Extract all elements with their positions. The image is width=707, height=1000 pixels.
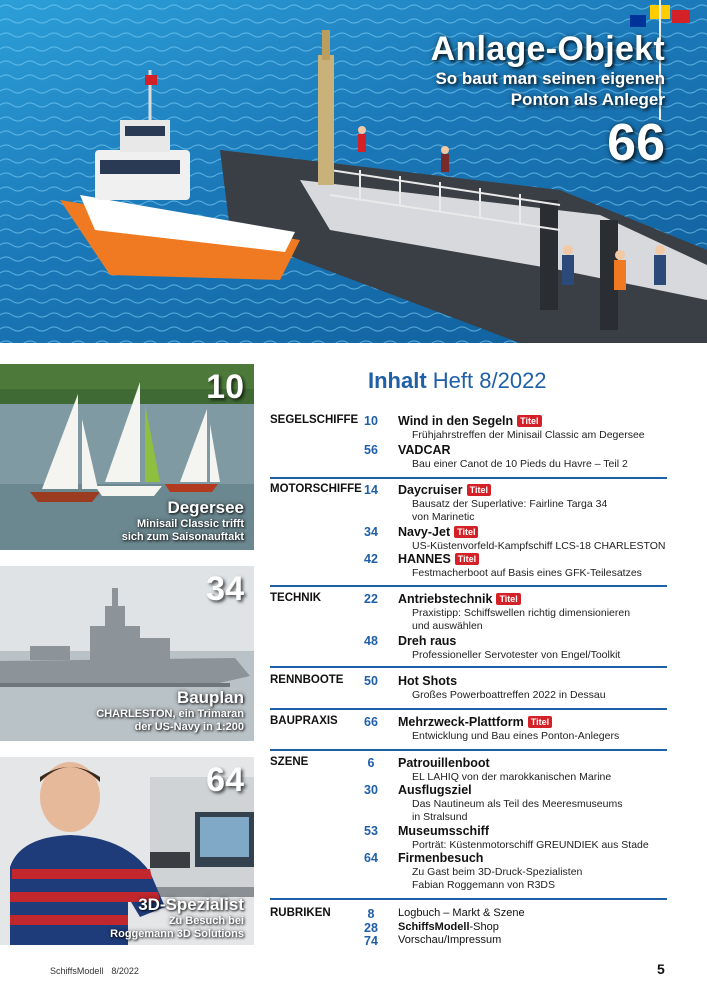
thumb-bauplan-page: 34 — [206, 570, 244, 608]
toc-title-text: Wind in den Segeln — [398, 414, 514, 428]
hero-title: Anlage-Objekt — [430, 30, 665, 68]
toc-page-number: 14 — [364, 483, 378, 497]
toc-entry-description: Frühjahrstreffen der Minisail Classic am Degersee — [412, 429, 645, 441]
thumb-3d-spezialist-line-1: Zu Besuch bei — [168, 915, 244, 927]
titel-badge: Titel — [454, 526, 478, 538]
section-name: MOTORSCHIFFE — [270, 483, 362, 495]
hero-caption — [431, 30, 665, 172]
thumb-3d-spezialist-caption — [110, 895, 244, 941]
toc-entry-description: Großes Powerboattreffen 2022 in Dessau — [412, 689, 606, 701]
section-szene — [270, 756, 667, 896]
toc-entry-description: Bau einer Canot de 10 Pieds du Havre – Teil 2 — [412, 458, 628, 470]
section-name: TECHNIK — [270, 592, 322, 604]
toc-page-number: 34 — [364, 525, 378, 539]
thumb-degersee-page: 10 — [206, 368, 244, 406]
thumb-bauplan-caption — [96, 688, 244, 734]
thumb-degersee[interactable] — [0, 364, 254, 550]
footer-issue: 8/2022 — [111, 966, 139, 976]
toc-entry-title: Hot Shots — [398, 674, 458, 688]
toc-page-number: 6 — [367, 756, 375, 770]
toc-page-number: 56 — [364, 443, 378, 457]
rubrik-text-rest: -Shop — [469, 920, 499, 933]
section-name: RENNBOOTE — [270, 674, 344, 686]
toc-entry-description: US-Küstenvorfeld-Kampfschiff LCS-18 CHARLESTON — [412, 540, 666, 552]
toc-entry-title — [398, 552, 479, 566]
toc-entry-title: Museumsschiff — [398, 824, 489, 838]
titel-badge: Titel — [455, 553, 479, 565]
footer-magazine-info — [50, 966, 147, 976]
thumb-bauplan-line-2: der US-Navy in 1:200 — [134, 721, 244, 733]
section-motorschiffe — [270, 483, 667, 583]
thumb-bauplan-line-1: CHARLESTON, ein Trimaran — [96, 708, 244, 720]
section-baupraxis — [270, 715, 667, 747]
toc-entry-description: Das Nautineum als Teil des Meeresmuseums — [412, 798, 623, 810]
rubrik-page-number: 74 — [364, 934, 378, 948]
thumb-degersee-line-1: Minisail Classic trifft — [137, 518, 244, 530]
section-divider — [270, 708, 667, 710]
titel-badge: Titel — [528, 716, 552, 728]
toc-title-text: HANNES — [398, 552, 451, 566]
toc-entry-description: Praxistipp: Schiffswellen richtig dimensionieren — [412, 607, 631, 619]
toc-entry-title: Dreh raus — [398, 634, 457, 648]
thumb-degersee-title: Degersee — [167, 498, 244, 517]
toc-entry-description: von Marinetic — [412, 511, 475, 523]
section-technik — [270, 592, 667, 664]
thumb-bauplan[interactable] — [0, 566, 254, 741]
toc-entry-description: EL LAHIQ von der marokkanischen Marine — [412, 771, 612, 783]
toc-entry-title — [398, 592, 521, 606]
toc-entry-description: in Stralsund — [412, 811, 468, 823]
toc-entry-description: Zu Gast beim 3D-Druck-Spezialisten — [412, 866, 583, 878]
rubrik-text — [398, 921, 499, 933]
toc-page-number: 48 — [364, 634, 378, 648]
toc-page-number: 30 — [364, 783, 378, 797]
toc-title-text: Mehrzweck-Plattform — [398, 715, 524, 729]
toc-entry-title — [398, 525, 478, 539]
thumb-3d-spezialist-title: 3D-Spezialist — [138, 895, 244, 914]
toc-entry-description: und auswählen — [412, 620, 483, 632]
toc-entry-description: Professioneller Servotester von Engel/Toolkit — [412, 649, 621, 661]
thumb-3d-spezialist-page: 64 — [206, 761, 244, 799]
section-name: SZENE — [270, 756, 309, 768]
toc-page-number: 53 — [364, 824, 378, 838]
section-divider — [270, 477, 667, 479]
rubrik-text: Logbuch – Markt & Szene — [398, 907, 525, 919]
contents-heading-issue: Heft 8/2022 — [432, 368, 547, 393]
toc-entry-description: Fabian Roggemann von R3DS — [412, 879, 556, 891]
toc-entry-title: Patrouillenboot — [398, 756, 490, 770]
footer-magazine-name: SchiffsModell — [50, 966, 104, 976]
toc-entry-description: Festmacherboot auf Basis eines GFK-Teilesatzes — [412, 567, 642, 579]
section-divider — [270, 585, 667, 587]
section-name: RUBRIKEN — [270, 907, 331, 919]
toc-page-number: 50 — [364, 674, 378, 688]
toc-entry-title: Firmenbesuch — [398, 851, 484, 865]
thumb-bauplan-title: Bauplan — [176, 688, 244, 707]
toc-title-text: Antriebstechnik — [398, 592, 493, 606]
thumb-degersee-caption — [122, 498, 244, 544]
toc-entry-title — [398, 414, 542, 428]
section-segelschiffe — [270, 414, 667, 474]
contents-heading — [368, 368, 547, 394]
section-rubriken — [270, 907, 667, 949]
section-divider — [270, 749, 667, 751]
toc-entry-title: Ausflugsziel — [398, 783, 472, 797]
toc-page-number: 64 — [364, 851, 378, 865]
toc-title-text: Daycruiser — [398, 483, 463, 497]
titel-badge: Titel — [467, 484, 491, 496]
section-rennboote — [270, 674, 667, 706]
toc-page-number: 66 — [364, 715, 378, 729]
section-name: BAUPRAXIS — [270, 715, 338, 727]
toc-entry-title — [398, 483, 491, 497]
contents-heading-bold: Inhalt — [368, 368, 427, 393]
toc-page-number: 10 — [364, 414, 378, 428]
titel-badge: Titel — [517, 415, 541, 427]
thumb-3d-spezialist[interactable] — [0, 757, 254, 945]
thumb-degersee-line-2: sich zum Saisonauftakt — [121, 531, 244, 543]
hero-subtitle-line-1: So baut man seinen eigenen — [435, 69, 665, 88]
rubrik-text: Vorschau/Impressum — [398, 934, 502, 946]
toc-title-text: Navy-Jet — [398, 525, 451, 539]
toc-entry-title: VADCAR — [398, 443, 451, 457]
thumb-3d-spezialist-line-2: Roggemann 3D Solutions — [110, 928, 244, 940]
rubrik-page-number: 8 — [367, 907, 375, 921]
hero-page-number: 66 — [607, 114, 665, 172]
footer-page-number: 5 — [657, 961, 665, 977]
rubrik-text-bold: SchiffsModell — [398, 920, 470, 933]
section-name: SEGELSCHIFFE — [270, 414, 359, 426]
hero-image — [0, 0, 707, 343]
toc-page-number: 22 — [364, 592, 378, 606]
toc-entry-description: Porträt: Küstenmotorschiff GREUNDIEK aus Stade — [412, 839, 649, 851]
toc-entry-title — [398, 715, 552, 729]
section-divider — [270, 666, 667, 668]
hero-subtitle-line-2: Ponton als Anleger — [510, 90, 665, 109]
toc-entry-description: Entwicklung und Bau eines Ponton-Anlegers — [412, 730, 620, 742]
rubrik-page-number: 28 — [364, 920, 378, 935]
toc-page-number: 42 — [364, 552, 378, 566]
section-divider — [270, 898, 667, 900]
titel-badge: Titel — [496, 593, 520, 605]
toc-entry-description: Bausatz der Superlative: Fairline Targa 34 — [412, 498, 608, 510]
